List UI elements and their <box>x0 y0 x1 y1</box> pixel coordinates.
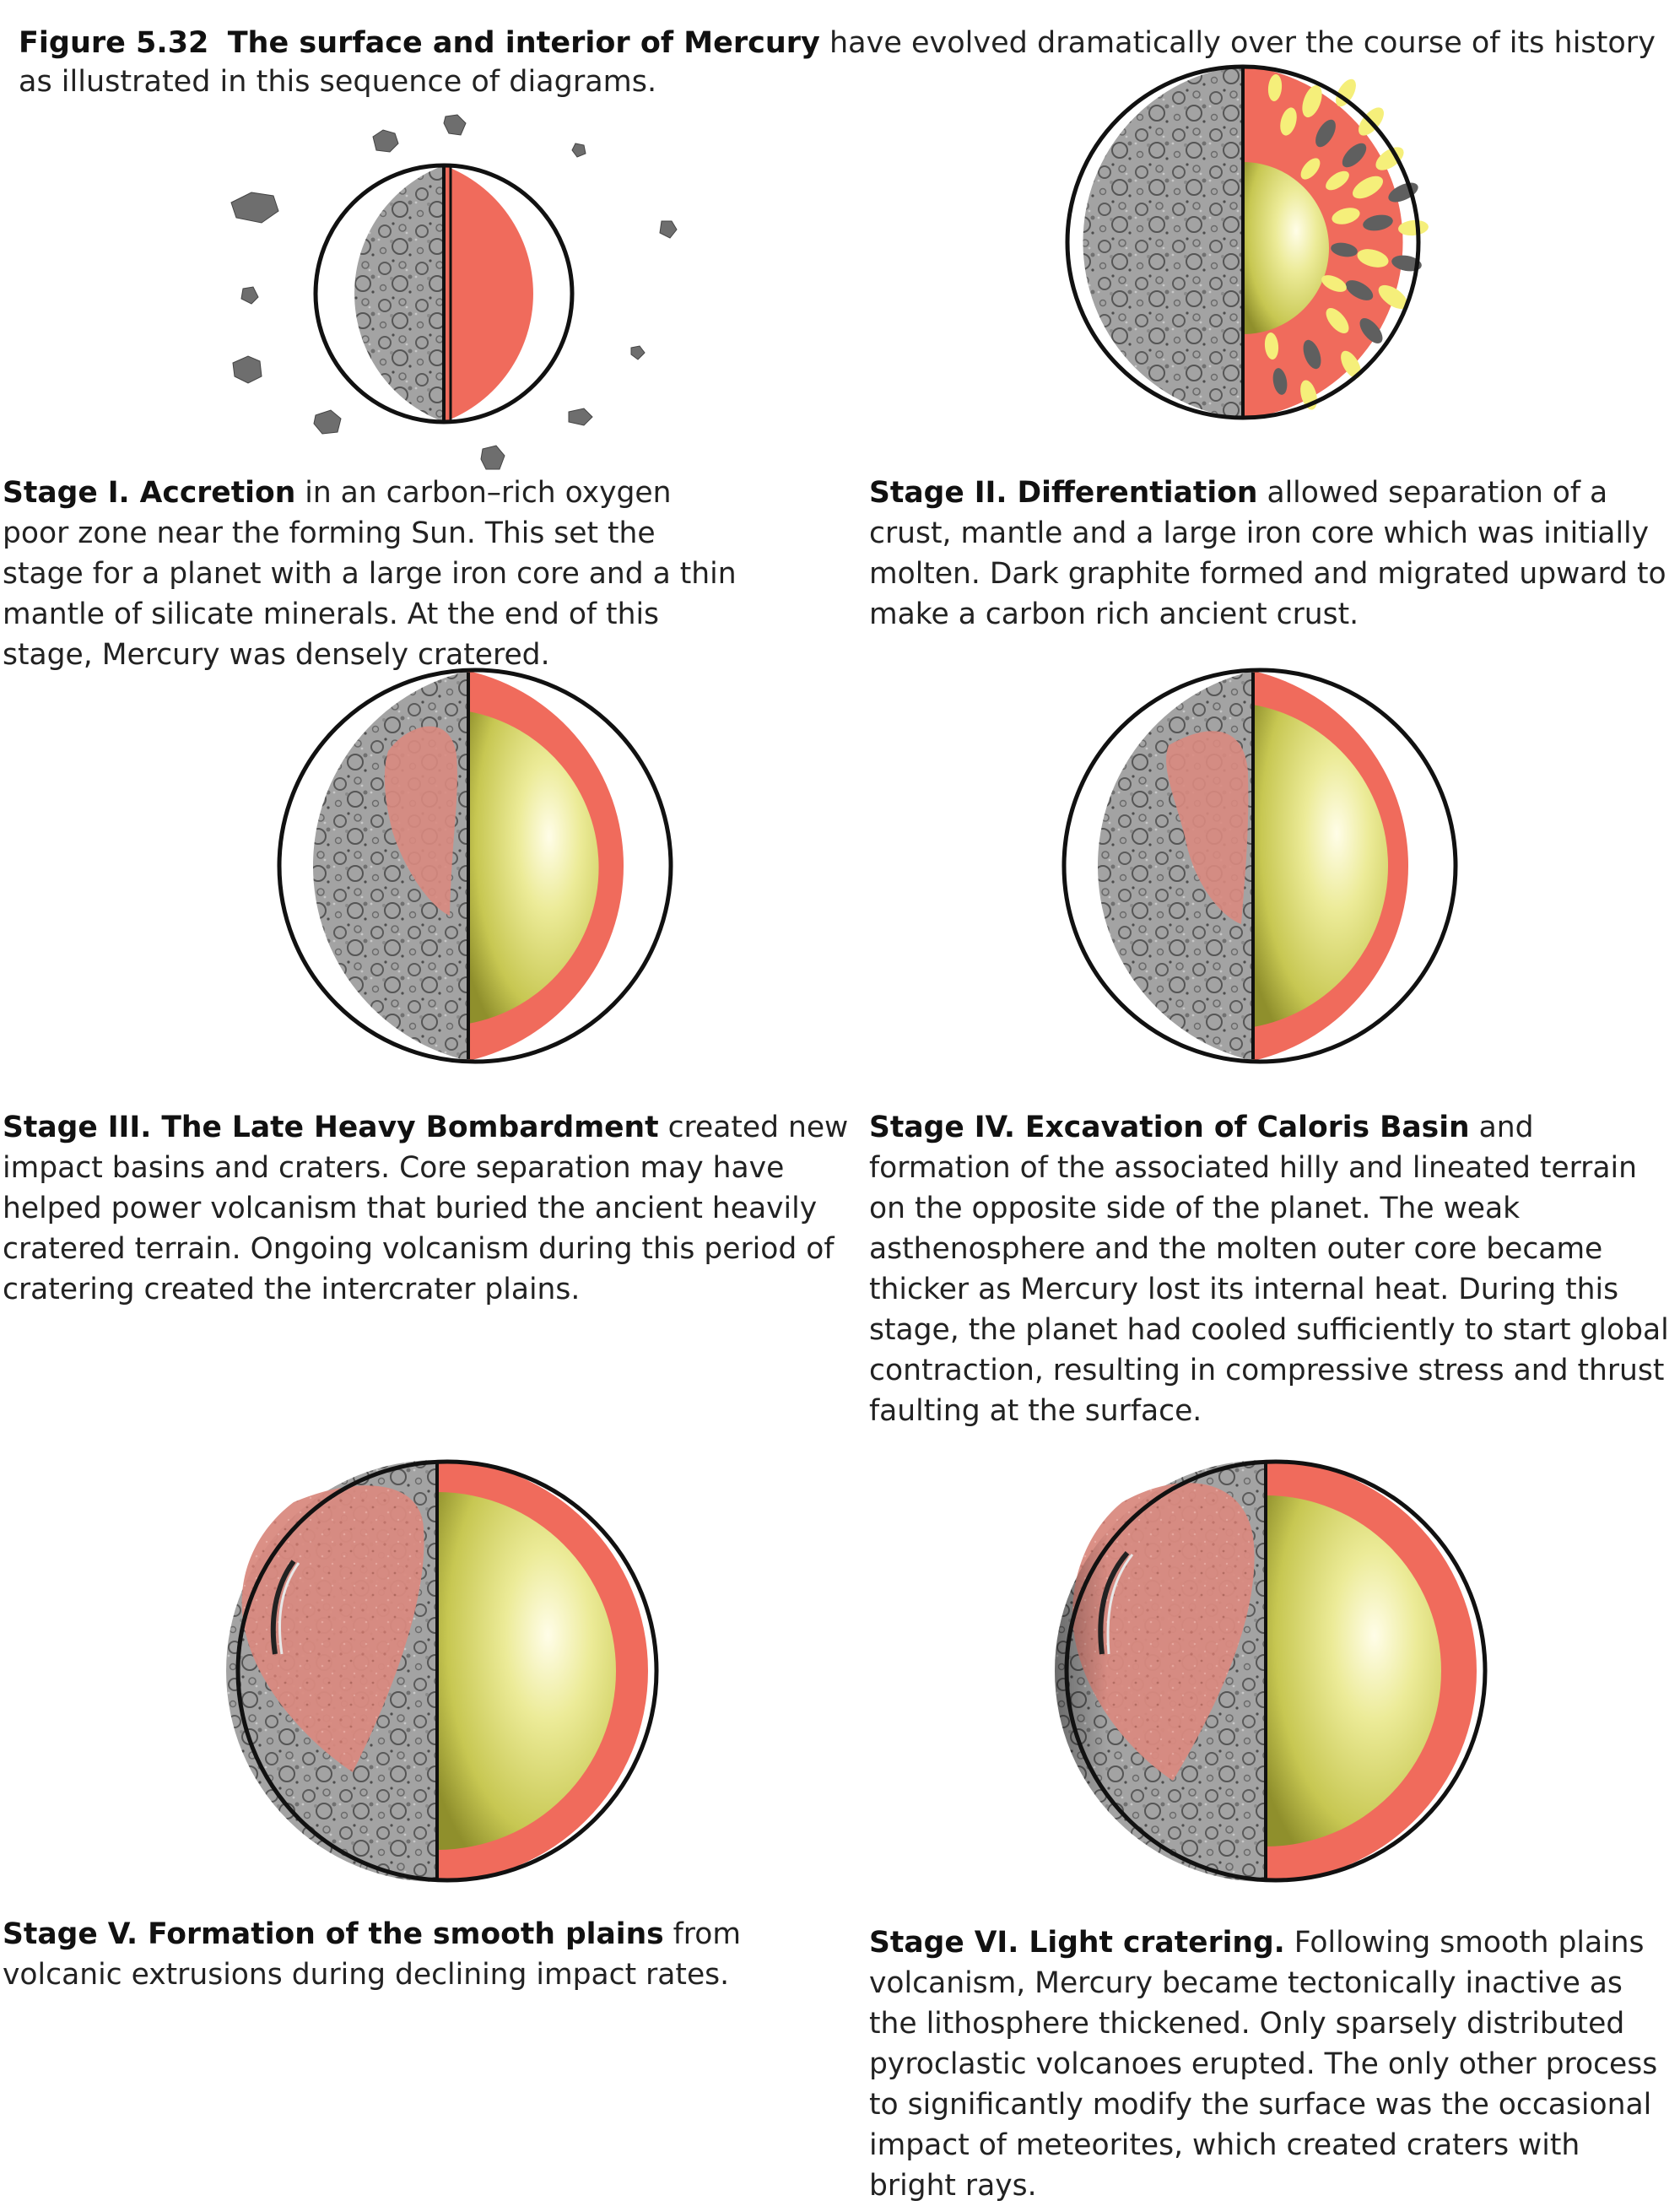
stage-2-diagram <box>1059 51 1464 439</box>
asteroid <box>231 192 278 223</box>
stage-5-heading: Stage V. Formation of the smooth plains <box>3 1917 664 1951</box>
figure-label: Figure 5.32 <box>19 26 209 60</box>
planet-stage-1 <box>316 165 572 422</box>
planet-stage-2 <box>1067 66 1429 419</box>
asteroid <box>444 115 466 135</box>
asteroid <box>569 408 592 425</box>
asteroid <box>481 446 505 469</box>
stage-1-diagram <box>228 110 700 481</box>
planet-stage-5 <box>226 1460 656 1882</box>
stage-4-text: and formation of the associated hilly and lineated terrain on the opposite side of the planet. The weak asthenosphere and the molten outer core became thicker as Mercury lost its internal heat. During this stage, the planet had cooled sufficiently to start global contraction, resulting in compressive stress and thrust faulting at the surface. <box>869 1111 1669 1428</box>
stage-4-heading: Stage IV. Excavation of Caloris Basin <box>869 1111 1470 1144</box>
asteroid <box>233 356 262 383</box>
stage-1-text: in an carbon–rich oxygen poor zone near the forming Sun. This set the stage for a planet with a large iron core and a thin mantle of silicate minerals. At the end of this stage, Mercury was densely cratered. <box>3 476 737 672</box>
asteroid <box>314 410 341 434</box>
planet-stage-6 <box>1055 1460 1485 1882</box>
stage-5-description <box>3 1914 813 1995</box>
asteroid <box>373 130 398 152</box>
stage-2-text: allowed separation of a crust, mantle and a large iron core which was initially molten. Dark graphite formed and migrated upward to make a carbon rich ancient crust. <box>869 476 1666 631</box>
stage-5-diagram <box>226 1452 682 1890</box>
stage-3-heading: Stage III. The Late Heavy Bombardment <box>3 1111 659 1144</box>
terminator-shadow <box>1055 1460 1266 1882</box>
asteroid <box>660 221 677 238</box>
planet-stage-4 <box>1064 670 1456 1062</box>
carbon-crust <box>1083 66 1243 419</box>
stage-1-heading: Stage I. Accretion <box>3 476 296 510</box>
stage-3-description <box>3 1107 859 1310</box>
stage-6-description <box>869 1922 1675 2206</box>
asteroid <box>631 346 645 360</box>
molten-interior <box>444 165 533 422</box>
figure-description: have evolved dramatically over the course of its history as illustrated in this sequence of diagrams. <box>19 26 1656 99</box>
stage-5-text: from volcanic extrusions during declining impact rates. <box>3 1917 741 1992</box>
stage-1-description <box>3 473 737 675</box>
stage-6-text: Following smooth plains volcanism, Mercury became tectonically inactive as the lithosphere thickened. Only sparsely distributed pyroclastic volcanoes erupted. The only other process to significantly modify the surface was the occasional impact of meteorites, which created craters with bright rays. <box>869 1926 1658 2203</box>
stage-6-diagram <box>1055 1452 1494 1890</box>
stage-2-heading: Stage II. Differentiation <box>869 476 1258 510</box>
cratered-surface <box>354 165 444 422</box>
asteroid <box>241 287 258 304</box>
stage-2-description <box>869 473 1671 635</box>
stage-6-heading: Stage VI. Light cratering. <box>869 1926 1285 1960</box>
stage-3-text: created new impact basins and craters. Core separation may have helped power volcanism that buried the ancient heavily cratered terrain. Ongoing volcanism during this period of cratering created the intercrater plains. <box>3 1111 849 1306</box>
stage-4-diagram <box>1042 662 1489 1068</box>
stage-3-diagram <box>257 662 705 1068</box>
asteroid <box>572 143 586 157</box>
planet-stage-3 <box>279 670 671 1062</box>
stage-4-description <box>869 1107 1675 1431</box>
figure-title: The surface and interior of Mercury <box>227 26 820 60</box>
